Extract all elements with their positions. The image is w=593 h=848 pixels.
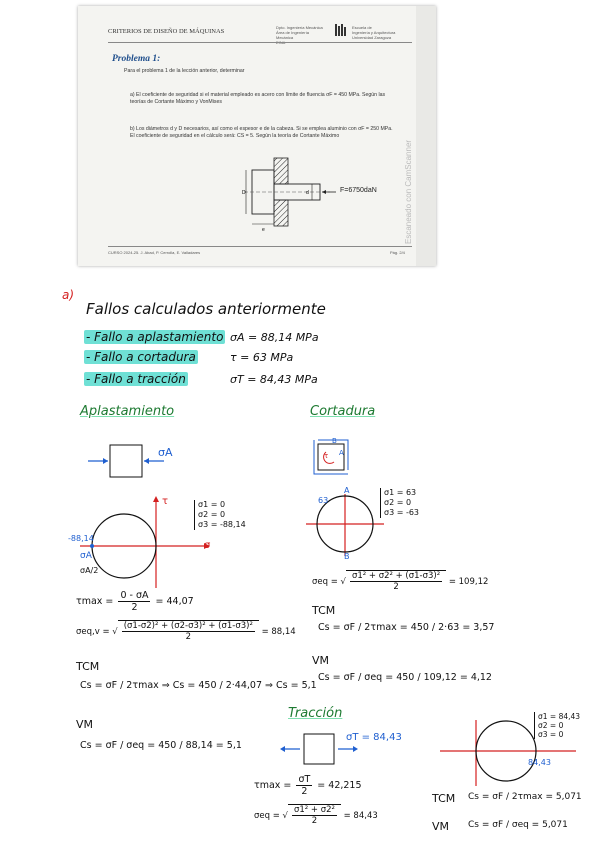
- cortadura-vm-label: VM: [312, 654, 330, 667]
- university-text: Escuela de Ingeniería y Arquitectura Universidad Zaragoza: [352, 25, 396, 40]
- dim-e-label: e: [262, 227, 265, 233]
- traccion-st-label: σT = 84,43: [346, 732, 402, 743]
- cortadura-title: Cortadura: [310, 404, 376, 419]
- problem-part-b: b) Los diámetros d y D necesarios, así como el espesor e de la cabeza. Si se emplea aluminio con σF = 250 MPa. El coeficiente de seguridad en el cálculo será: CS = 5. Según la teoría de Cortante Máximo: [130, 126, 393, 139]
- cortadura-seq-eq: σeq = √ $\frac{\text{σ1² + σ2² + (σ1-σ3)²}}{2}$ = 109,12: [312, 571, 489, 592]
- fallo-cortadura-value: τ = 63 MPa: [230, 351, 294, 364]
- footer-right: Pág. 2/4: [390, 250, 405, 255]
- cortadura-point-a: A: [344, 486, 350, 495]
- cortadura-sigma-list: σ1 = 63 σ2 = 0 σ3 = -63: [380, 488, 419, 518]
- traccion-right-value: 84,43: [528, 758, 551, 767]
- aplastamiento-sa-label: σA: [158, 446, 173, 459]
- notes-heading: Fallos calculados anteriormente: [86, 300, 326, 318]
- scanner-watermark: Escaneado con CamScanner: [404, 139, 413, 244]
- aplastamiento-sigma-list: σ1 = 0 σ2 = 0 σ3 = -88,14: [194, 500, 246, 530]
- fallo-aplastamiento-value: σA = 88,14 MPa: [230, 331, 319, 344]
- aplastamiento-vm-eq: Cs = σF / σeq = 450 / 88,14 = 5,1: [80, 740, 242, 751]
- traccion-tcm-label: TCM: [432, 792, 456, 805]
- dim-D-label: D: [242, 190, 246, 196]
- aplastamiento-tcm-eq: Cs = σF / 2τmax ⇒ Cs = 450 / 2·44,07 ⇒ Cs = 5,1: [80, 680, 317, 691]
- aplastamiento-vm-label: VM: [76, 718, 94, 731]
- aplastamiento-seq-eq: σeq,v = √ $\frac{\text{(σ1-σ2)² + (σ2-σ3)² + (σ1-σ3)²}}{2}$ = 88,14: [76, 621, 296, 642]
- traccion-vm-eq: Cs = σF / σeq = 5,071: [468, 820, 568, 830]
- aplastamiento-tau-axis: τ: [162, 496, 169, 507]
- aplastamiento-point-a: σA: [80, 551, 92, 561]
- aplastamiento-left-value: -88,14: [68, 534, 94, 543]
- problem-title: Problema 1:: [112, 54, 161, 64]
- cortadura-tau-symbol: τ: [324, 452, 329, 460]
- aplastamiento-sigma-axis: σ: [204, 540, 211, 551]
- traccion-tmax-eq: τmax = $\frac{\sigma T}{2}$ = 42,215: [254, 774, 362, 797]
- dim-d-label: d: [306, 190, 309, 196]
- traccion-seq-eq: σeq = √ $\frac{\text{σ1² + σ2²}}{2}$ = 84,43: [254, 805, 378, 826]
- cortadura-tcm-eq: Cs = σF / 2τmax = 450 / 2·63 = 3,57: [318, 622, 495, 633]
- cortadura-point-b: B: [344, 552, 350, 561]
- traccion-sigma-list: σ1 = 84,43 σ2 = 0 σ3 = 0: [534, 712, 580, 739]
- aplastamiento-tau-half: σA/2: [80, 566, 99, 575]
- fallo-aplastamiento-label: - Fallo a aplastamiento: [86, 330, 224, 344]
- footer-left: CURSO 2024-25. J. Abad, P. Cerrolla, E. Valladares: [108, 250, 201, 255]
- traccion-tcm-eq: Cs = σF / 2τmax = 5,071: [468, 792, 582, 802]
- cortadura-tau-value: 63: [318, 496, 329, 505]
- aplastamiento-tmax-eq: τmax = $\frac{0 - \sigma A}{2}$ = 44,07: [76, 590, 194, 613]
- fallo-traccion-value: σT = 84,43 MPa: [230, 373, 318, 386]
- problem-part-a: a) El coeficiente de seguridad si el material empleado es acero con límite de fluencia σF = 450 MPa. Según las teorías de Cortante Máximo y VonMises: [130, 92, 386, 105]
- problem-intro: Para el problema 1 de la lección anterior, determinar: [124, 68, 245, 74]
- cortadura-point-a-side: A: [339, 449, 344, 457]
- fallo-traccion-label: - Fallo a tracción: [86, 372, 186, 386]
- part-a-marker: a): [62, 288, 75, 302]
- course-title: CRITERIOS DE DISEÑO DE MÁQUINAS: [108, 28, 225, 35]
- cortadura-point-b-top: B: [332, 437, 337, 445]
- cortadura-tcm-label: TCM: [312, 604, 336, 617]
- aplastamiento-tcm-label: TCM: [76, 660, 100, 673]
- force-label: F=6750daN: [340, 187, 377, 194]
- traccion-vm-label: VM: [432, 820, 450, 833]
- cortadura-vm-eq: Cs = σF / σeq = 450 / 109,12 = 4,12: [318, 672, 492, 683]
- fallo-cortadura-label: - Fallo a cortadura: [86, 350, 196, 364]
- traccion-title: Tracción: [288, 706, 343, 721]
- dept-text: Dpto. Ingeniería Mecánica Área de Ingeniería Mecánica EINA: [276, 25, 323, 45]
- aplastamiento-title: Aplastamiento: [80, 404, 175, 419]
